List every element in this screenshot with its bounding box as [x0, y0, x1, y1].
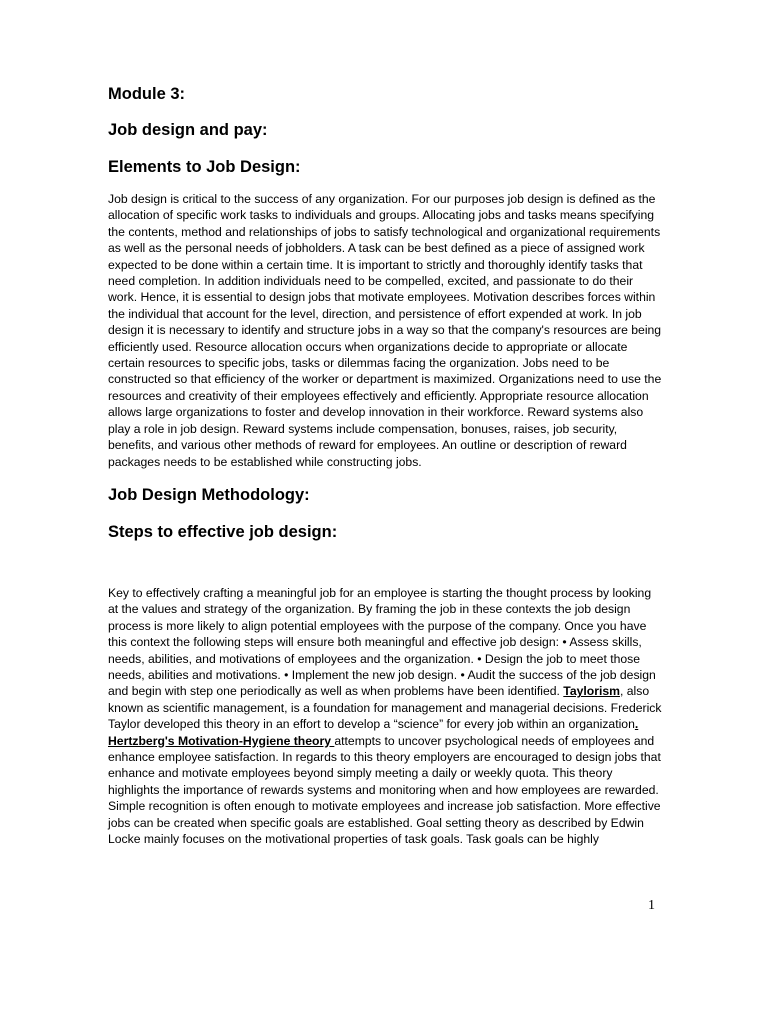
steps-paragraph	[108, 585, 664, 848]
section-title: Job design and pay:	[108, 121, 268, 139]
module-title: Module 3:	[108, 85, 185, 103]
methodology-heading: Job Design Methodology:	[108, 485, 310, 504]
elements-heading: Elements to Job Design:	[108, 158, 301, 176]
steps-heading: Steps to effective job design:	[108, 522, 338, 541]
steps-text-part3: attempts to uncover psychological needs of employees and enhance employee satisfaction. In regards to this theory employers are encouraged to design jobs that enhance and motivate employees beyond simply meeting a daily or weekly quota. This theory highlights the importance of rewards systems and monitoring when and how employees are rewarded. Simple recognition is often enough to motivate employees and increase job satisfaction. More effective jobs can be created when specific goals are established. Goal setting theory as described by Edwin Locke mainly focuses on the motivational properties of task goals. Task goals can be highly	[108, 733, 661, 846]
steps-text-part1: Key to effectively crafting a meaningful job for an employee is starting the thought process by looking at the values and strategy of the organization. By framing the job in these contexts the job design process is more likely to align potential employees with the purpose of the company. Once you have this context the following steps will ensure both meaningful and effective job design: • Assess skills, needs, abilities, and motivations of employees and the organization. • Design the job to meet those needs, abilities and motivations. • Implement the new job design. • Audit the success of the job design and begin with step one periodically as well as when problems have been identified.	[108, 585, 656, 699]
elements-paragraph: Job design is critical to the success of any organization. For our purposes job design is defined as the allocation of specific work tasks to individuals and groups. Allocating jobs and tasks means specifying the contents, method and relationships of jobs to satisfy technological and organizational requirements as well as the personal needs of jobholders. A task can be best defined as a piece of assigned work expected to be done within a certain time. It is important to strictly and thoroughly identify tasks that need completion. In addition individuals need to be compelled, excited, and passionate to do their work. Hence, it is essential to design jobs that motivate employees. Motivation describes forces within the individual that account for the level, direction, and persistence of effort expended at work. In job design it is necessary to identify and structure jobs in a way so that the company's resources are being efficiently used. Resource allocation occurs when organizations decide to appropriate or allocate certain resources to specific jobs, tasks or dilemmas facing the organization. Jobs need to be constructed so that efficiency of the worker or department is maximized. Organizations need to use the resources and creativity of their employees effectively and efficiently. Appropriate resource allocation allows large organizations to foster and develop innovation in their workforce. Reward systems also play a role in job design. Reward systems include compensation, bonuses, raises, job security, benefits, and various other methods of reward for employees. An outline or description of reward packages needs to be established while constructing jobs.	[108, 192, 662, 469]
taylorism-link[interactable]: Taylorism	[563, 684, 620, 699]
hertzberg-link[interactable]: . Hertzberg's Motivation-Hygiene theory	[108, 717, 639, 748]
steps-text-part2: , also known as scientific management, is a foundation for management and managerial decisions. Frederick Taylor developed this theory in an effort to develop a “science” for every job within an organization	[108, 684, 662, 732]
page-number: 1	[648, 898, 655, 913]
page-content	[108, 84, 664, 847]
